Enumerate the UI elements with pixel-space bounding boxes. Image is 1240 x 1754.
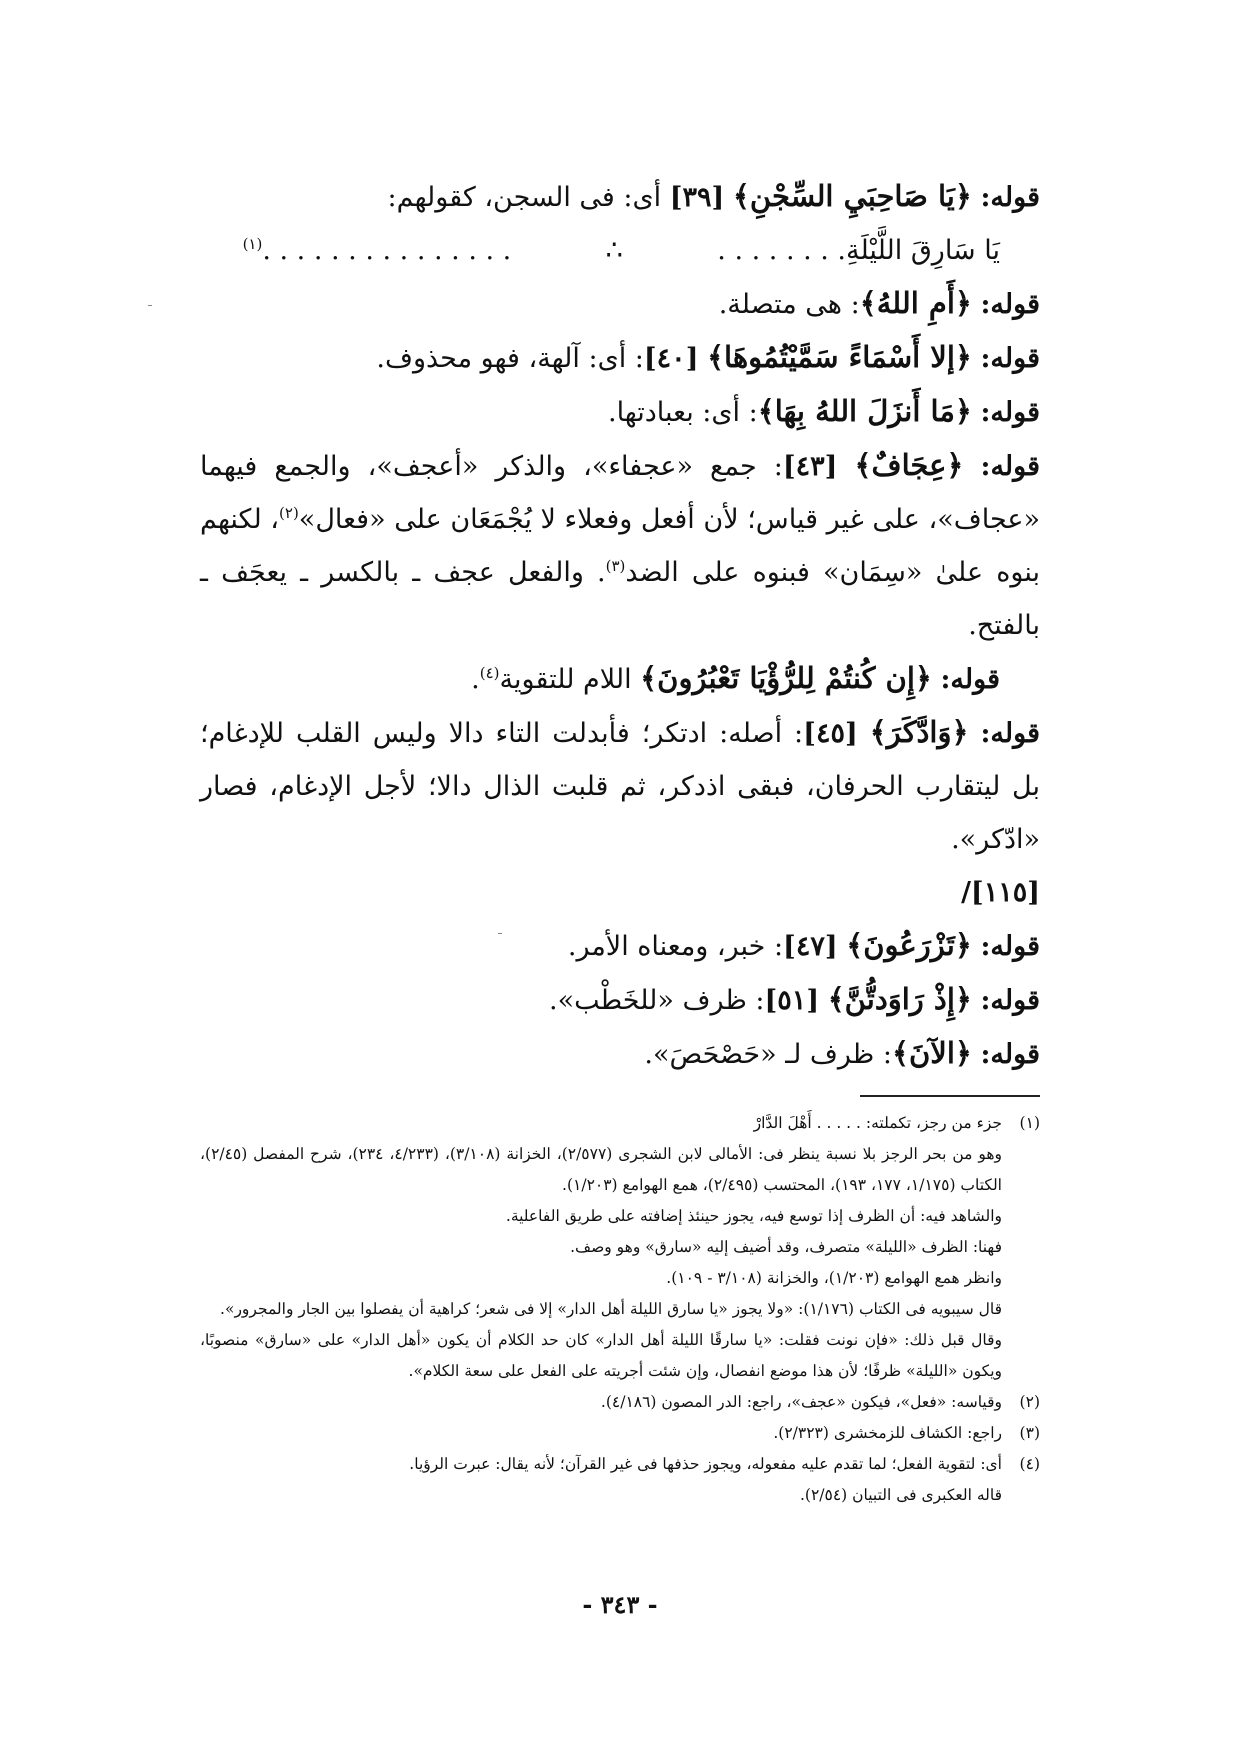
entry-head: قوله: xyxy=(980,289,1040,320)
footnote-item xyxy=(200,1387,1040,1418)
entry-text: . والفعل عجف ـ بالكسر ـ يعجَف ـ بالفتح. xyxy=(200,557,1040,641)
footnote-number: (٤) xyxy=(1019,1455,1040,1473)
scan-speck xyxy=(148,305,152,306)
entry-head: قوله: xyxy=(940,664,1000,695)
scan-speck xyxy=(498,933,502,934)
footnote-text: والشاهد فيه: أن الظرف إذا توسع فيه، يجوز حينئذ إضافته على طريق الفاعلية. xyxy=(505,1207,1002,1225)
footnote-item xyxy=(200,1418,1040,1449)
gloss-entry xyxy=(200,170,1040,224)
quran-term: ﴿عِجَافٌ﴾ xyxy=(854,448,964,482)
entry-head: قوله: xyxy=(980,182,1040,213)
footnote-text: فهنا: الظرف «الليلة» متصرف، وقد أضيف إليه «سارق» وهو وصف. xyxy=(570,1238,1002,1256)
footnote-text: قال سيبويه فى الكتاب (١/١٧٦): «ولا يجوز «يا سارق الليلة أهل الدار» إلا فى شعر؛ كراهية أن يفصلوا بين الجار والمجرور». xyxy=(220,1300,1002,1318)
entry-text: . xyxy=(471,664,480,695)
gloss-entry xyxy=(200,706,1040,866)
entry-text: ، لكنهم بنوه علىٰ «سِمَان» فبنوه على الضد xyxy=(200,504,1040,588)
entry-head: قوله: xyxy=(980,718,1040,749)
page-number: - ٣٤٣ - xyxy=(582,1590,658,1619)
footnote-number: (١) xyxy=(1019,1114,1040,1132)
entry-text: : أى: بعبادتها. xyxy=(608,397,758,428)
entry-head: قوله: xyxy=(980,397,1040,428)
footnote-text: جزء من رجز، تكملته: . . . . . أَهْلَ الدَّارْ xyxy=(753,1114,1002,1132)
footnote-marker: (٣) xyxy=(605,557,626,575)
verse-ref: [٤٧] xyxy=(783,931,838,962)
footnote-marker: (١) xyxy=(242,235,263,253)
footnote-number: (٣) xyxy=(1019,1424,1040,1442)
gloss-entry xyxy=(200,331,1040,385)
footnote-text: وقال قبل ذلك: «فإن نونت فقلت: «يا سارقًا الليلة أهل الدار» كان حد الكلام أن يكون «أهل الدار» على «سارق» منصوبًا، ويكون «الليلة» ظرفًا؛ لأن هذا موضع انفصال، وإن شئت أجريته على الفعل على سعة الكلام». xyxy=(200,1331,1002,1380)
entry-text: اللام للتقوية xyxy=(499,664,632,695)
main-text xyxy=(200,170,1040,1081)
verse-ref: [٣٩] xyxy=(669,182,725,213)
verse-separator: ∴ xyxy=(605,235,623,266)
quran-term: ﴿وَادَّكَرَ﴾ xyxy=(869,715,969,749)
gloss-entry xyxy=(200,385,1040,439)
manuscript-page-ref: [١١٥]/ xyxy=(961,877,1040,908)
quran-term: ﴿إِذْ رَاوَدتُّنَّ﴾ xyxy=(827,982,972,1016)
footnote-text: وقياسه: «فعل»، فيكون «عجف»، راجع: الدر المصون (٤/١٨٦). xyxy=(600,1393,1002,1411)
footnote-number: (٢) xyxy=(1019,1393,1040,1411)
footnote-item xyxy=(200,1449,1040,1480)
verse-ref: [٤٠] xyxy=(643,343,699,374)
entry-text: : هى متصلة. xyxy=(718,289,860,320)
verse-text: يَا سَارِقَ اللَّيْلَةِ. . . . . . . . xyxy=(717,235,1000,266)
footnote-marker: (٤) xyxy=(479,664,500,682)
gloss-entry xyxy=(200,439,1040,652)
gloss-entry xyxy=(200,652,1040,706)
quran-term: ﴿تَزْرَعُونَ﴾ xyxy=(846,928,972,962)
verse-ref: [٤٣] xyxy=(782,451,838,482)
gloss-entry xyxy=(200,277,1040,331)
entry-text: : ظرف لـ «حَصْحَصَ». xyxy=(644,1039,892,1070)
entry-text: : خبر، ومعناه الأمر. xyxy=(567,931,784,962)
gloss-entry xyxy=(200,973,1040,1027)
entry-head: قوله: xyxy=(980,1039,1040,1070)
entry-head: قوله: xyxy=(980,931,1040,962)
entry-head: قوله: xyxy=(980,343,1040,374)
entry-text: : أصله: ادتكر؛ فأبدلت التاء دالا وليس القلب للإدغام؛ بل ليتقارب الحرفان، فبقى اذدكر، ثم قلبت الذال دالا؛ لأجل الإدغام، فصار «ادّكر». xyxy=(200,718,1040,855)
footnote-text: قاله العكبرى فى التبيان (٢/٥٤). xyxy=(799,1486,1002,1504)
gloss-entry xyxy=(200,1027,1040,1081)
quran-term: ﴿الآنَ﴾ xyxy=(891,1036,972,1070)
footnote-marker: (٢) xyxy=(279,504,299,522)
quran-term: ﴿مَا أَنزَلَ اللهُ بِهَا﴾ xyxy=(757,394,972,428)
footnote-text: وانظر همع الهوامع (١/٢٠٣)، والخزانة (٣/١٠٨ - ١٠٩). xyxy=(666,1269,1002,1287)
entry-text: : ظرف «للخَطْب». xyxy=(549,985,765,1016)
footnotes xyxy=(200,1108,1040,1511)
footnote-text: وهو من بحر الرجز بلا نسبة ينظر فى: الأمالى لابن الشجرى (٢/٥٧٧)، الخزانة (٣/١٠٨)، (٤/٢٣٣، ٢٣٤)، شرح المفصل (٢/٤٥)، الكتاب (١/١٧٥، ١٧٧، ١٩٣)، المحتسب (٢/٤٩٥)، همع الهوامع (١/٢٠٣). xyxy=(200,1145,1002,1194)
quran-term: ﴿أَمِ اللهُ﴾ xyxy=(859,286,972,320)
entry-text: أى: فى السجن، كقولهم: xyxy=(387,182,662,213)
entry-text: : جمع «عجفاء»، والذكر «أعجف»، والجمع فيهما «عجاف»، على غير قياس؛ لأن أفعل وفعلاء لا يُجْمَعَان على «فعال» xyxy=(200,451,1041,535)
verse-line xyxy=(200,224,1040,277)
entry-text: : أى: آلهة، فهو محذوف. xyxy=(376,343,644,374)
verse-ref: [٥١] xyxy=(764,985,820,1016)
quran-term: ﴿إِن كُنتُمْ لِلرُّؤْيَا تَعْبُرُونَ﴾ xyxy=(640,661,932,695)
entry-head: قوله: xyxy=(980,985,1040,1016)
footnote-divider xyxy=(860,1095,1040,1097)
entry-head: قوله: xyxy=(980,451,1041,482)
footnote-text: أى: لتقوية الفعل؛ لما تقدم عليه مفعوله، ويجوز حذفها فى غير القرآن؛ لأنه يقال: عبرت الرؤيا. xyxy=(409,1455,1002,1473)
quran-term: ﴿إلا أَسْمَاءً سَمَّيْتُمُوهَا﴾ xyxy=(707,340,972,374)
footnote-item xyxy=(200,1108,1040,1139)
verse-dots: . . . . . . . . . . . . . . . xyxy=(262,235,512,266)
quran-term: ﴿يَا صَاحِبَيِ السِّجْنِ﴾ xyxy=(732,179,972,213)
verse-ref: [٤٥] xyxy=(803,718,858,749)
footnote-text: راجع: الكشاف للزمخشرى (٢/٣٢٣). xyxy=(773,1424,1002,1442)
gloss-entry xyxy=(200,919,1040,973)
